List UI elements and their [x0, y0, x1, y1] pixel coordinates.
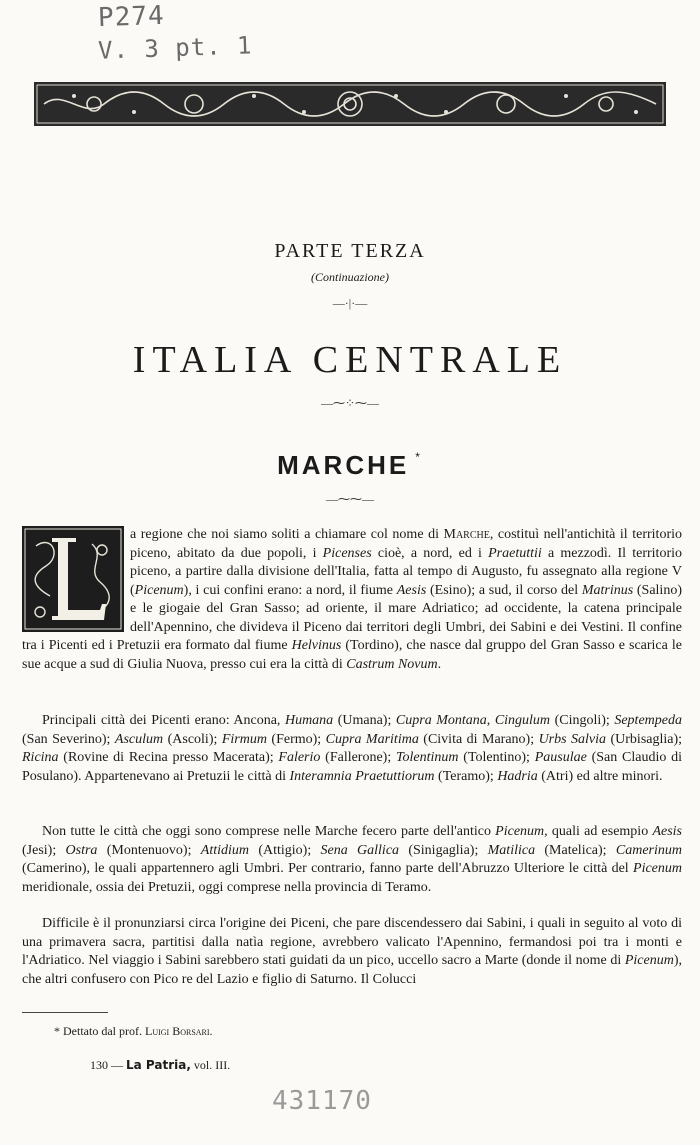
p3-run: meridionale, ossia dei Pretuzii, oggi comprese nella provincia di Teramo. — [22, 879, 432, 895]
p2-run: (Civita di Marano); — [418, 731, 539, 747]
p2-run: Falerio — [278, 750, 321, 765]
p1-run: (Salino) e le giogaie del Gran Sasso; ad oriente, il mare Adriatico; ad occidente, la catena principale dell'Apennino, che divideva il Piceno dai territori degli Umbri, dei Sabini e dei Vestini. Il confine tra i Picenti ed i Pretuzii era formato dal fiume — [22, 582, 682, 653]
p2-run: Asculum — [114, 731, 164, 747]
p3-run: (Sinigaglia); — [399, 842, 488, 858]
p2-run: (San Severino); — [22, 731, 115, 747]
work-title: La Patria, — [126, 1058, 191, 1072]
chapter-title: ITALIA CENTRALE — [132, 339, 568, 381]
p2-run: Tolentinum — [396, 750, 459, 765]
p2-run: (Umana); — [333, 713, 396, 728]
drop-cap-l — [22, 526, 124, 632]
library-stamp-number: 431170 — [272, 1086, 372, 1116]
p1-run: Matrinus — [581, 582, 634, 598]
p1-run: . — [437, 656, 442, 672]
p2-run: Principali città dei Picenti erano: Ancona, — [42, 713, 285, 728]
p3-run: , quali ad esempio — [544, 824, 653, 839]
p2-run: Septempeda — [614, 713, 682, 728]
p3-run: (Matelica); — [535, 842, 616, 858]
p2-run: Cupra Montana — [395, 713, 487, 728]
footnote-rule — [22, 1012, 108, 1013]
paragraph-2 — [22, 712, 682, 786]
p1-run: a regione che noi siamo soliti a chiamare col nome di — [130, 527, 444, 542]
footnote-author: Luigi Borsari — [144, 1024, 210, 1038]
p3-run: (Jesi); — [22, 842, 66, 858]
p2-run: (San Claudio di Posulano). Appartenevano ai Pretuzii le città di — [22, 750, 683, 784]
volume-label: vol. III. — [193, 1058, 231, 1072]
p1-run: (Esino); a sud, il corso del — [426, 582, 582, 598]
footer-dash: — — [111, 1058, 123, 1072]
p2-run: Urbs Salvia — [538, 731, 607, 747]
page-number: 130 — [90, 1058, 108, 1072]
p2-run: (Urbisaglia); — [606, 731, 683, 747]
p3-run: Matilica — [487, 842, 536, 858]
p4-run: Picenum — [624, 953, 674, 968]
p3-run: Attidium — [200, 842, 250, 858]
page-footer — [90, 1058, 230, 1073]
p1-run: cioè, a nord, ed i — [371, 545, 489, 561]
p3-run: (Montenuovo); — [97, 842, 201, 858]
handwritten-shelfmark: P274 — [97, 0, 166, 34]
p1-run: ), i cui confini erano: a nord, il fiume — [183, 582, 397, 598]
footnote-end: . — [209, 1024, 213, 1038]
p2-run: Cupra Maritima — [325, 731, 419, 747]
p2-run: (Fallerone); — [320, 750, 397, 765]
p2-run: (Ascoli); — [163, 731, 222, 747]
p3-run: Picenum — [633, 861, 682, 876]
handwritten-volume-note: V. 3 pt. 1 — [97, 31, 253, 65]
footnote-mark: * — [54, 1024, 60, 1038]
small-flourish: —⁓⁓— — [326, 492, 374, 506]
footnote-marker: * — [415, 450, 423, 464]
p1-run: Marche — [443, 527, 490, 542]
small-ornament: —·|·— — [332, 296, 368, 310]
p3-run: Picenum — [495, 824, 545, 839]
p2-run: Interamnia Praetuttiorum — [289, 768, 435, 784]
p2-run: (Tolentino); — [458, 750, 535, 765]
ornamental-header-banner — [34, 82, 666, 126]
p2-run: Pausulae — [534, 750, 587, 765]
p2-run: Humana — [284, 713, 334, 728]
flourish-ornament: —⁓⁘⁓— — [320, 396, 380, 410]
p2-run: (Fermo); — [266, 731, 326, 747]
paragraph-4 — [22, 915, 682, 989]
p1-run: Helvinus — [291, 638, 342, 653]
p2-run: Cingulum — [494, 713, 551, 728]
p3-run: (Camerino), le quali appartennero agli Umbri. Per contrario, fanno parte dell'Abruzzo Ulteriore le città del — [22, 861, 634, 876]
p4-run: Difficile è il pronunziarsi circa l'origine dei Piceni, che pare discendessero dai Sabini, i quali in seguito al voto di una primavera sacra, partitisi dalla natìa regione, avrebbero valicato l'Apennino, fermandosi poi tra i monti e l'Adriatico. Nel viaggio i Sabini sarebbero stati guidati da un pico, uccello sacro a Marte (donde il nome di — [22, 916, 682, 968]
p1-run: Picenses — [322, 545, 372, 561]
p2-run: , — [486, 713, 495, 728]
p3-run: Aesis — [652, 824, 682, 839]
section-title-text: MARCHE — [277, 450, 410, 480]
p1-run: , costituì nell'antichità il territorio piceno, abitato da due popoli, i — [130, 527, 682, 561]
p1-run: (Tordino), che nasce dal gruppo del Gran Sasso e scarica le sue acque a sud di Giulia Nuova, presso cui era la città di — [22, 638, 682, 672]
p2-run: Hadria — [497, 768, 538, 784]
p3-run: Sena Gallica — [320, 842, 400, 858]
p2-run: (Cingoli); — [550, 713, 615, 728]
p1-run: Praetuttii — [488, 545, 542, 561]
p1-run: Aesis — [396, 582, 427, 598]
p2-run: (Rovine di Recina presso Macerata); — [58, 750, 279, 765]
p2-run: (Teramo); — [434, 768, 498, 784]
paragraph-1 — [22, 526, 682, 674]
p2-run: Firmum — [221, 731, 267, 747]
paragraph-3 — [22, 823, 682, 897]
p1-run: Picenum — [134, 582, 184, 598]
section-title — [0, 450, 700, 481]
p3-run: (Attigio); — [249, 842, 321, 858]
p1-run: a mezzodì. Il territorio piceno, a partire dalla divisione dell'Italia, fatta al tempo di Augusto, fu assegnato alla regione V ( — [130, 545, 682, 598]
p3-run: Camerinum — [615, 842, 682, 858]
footnote-text: Dettato dal prof. — [63, 1024, 142, 1038]
p4-run: ), che altri confusero con Pico re del Lazio e figlio di Saturno. Il Colucci — [22, 953, 682, 987]
part-title: PARTE TERZA — [274, 240, 426, 262]
p2-run: (Atri) ed altre minori. — [537, 768, 663, 784]
p3-run: Non tutte le città che oggi sono comprese nelle Marche fecero parte dell'antico — [42, 824, 496, 839]
p3-run: Ostra — [65, 842, 98, 858]
footnote — [54, 1024, 213, 1039]
p2-run: Ricina — [22, 750, 59, 765]
part-subtitle: (Continuazione) — [311, 270, 389, 284]
p1-run: Castrum Novum — [346, 656, 438, 672]
